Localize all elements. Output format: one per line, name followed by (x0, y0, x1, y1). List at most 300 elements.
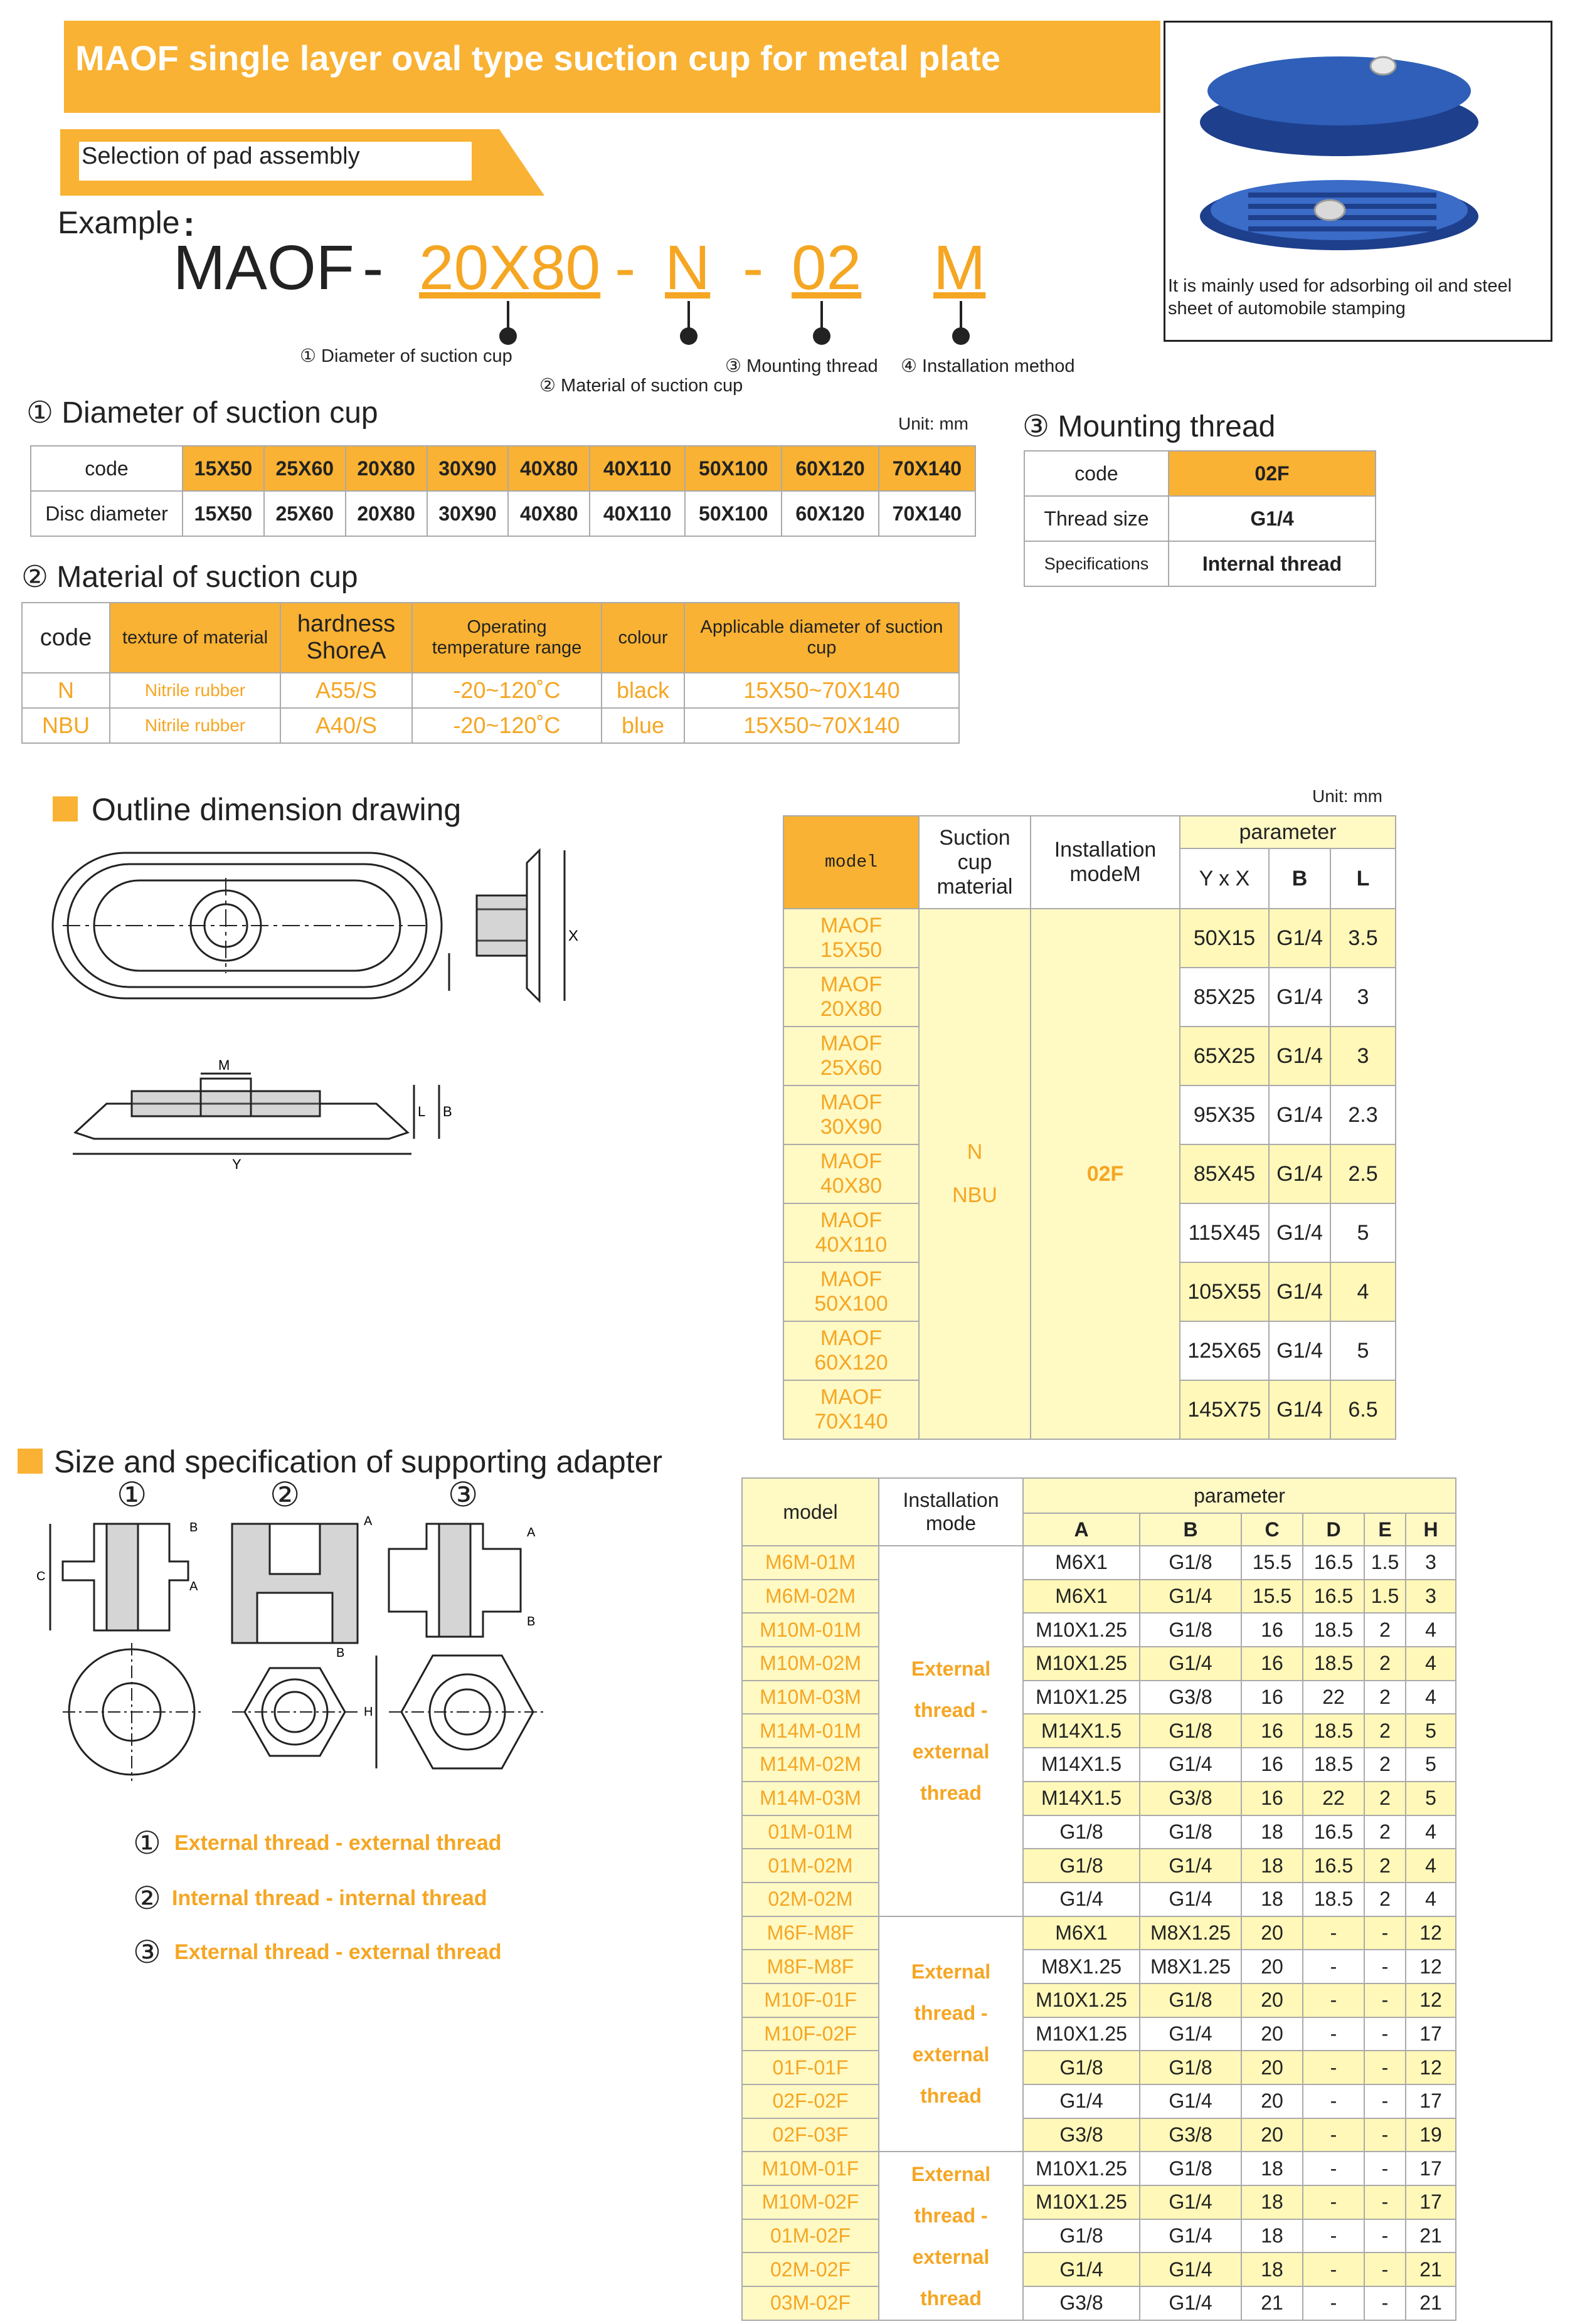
adapter-cell-a: M10X1.25 (1023, 2017, 1140, 2051)
adapter-cell-a: M10X1.25 (1023, 1983, 1140, 2017)
adapter-row (742, 1883, 1456, 1916)
adapter-row (742, 1950, 1456, 1983)
diameter-code: 70X140 (879, 446, 975, 491)
adapter-row (742, 1849, 1456, 1883)
adapter-cell-b: G1/8 (1140, 1983, 1241, 2017)
svg-text:B: B (443, 1104, 452, 1119)
adapter-model: 02M-02M (742, 1883, 879, 1916)
svg-text:C: C (36, 1570, 46, 1583)
adapter-row (742, 2185, 1456, 2219)
adapter-col-header: D (1303, 1513, 1364, 1546)
material-header: colour (602, 603, 684, 673)
svg-text:B: B (336, 1646, 345, 1660)
adapter-cell-b: G1/4 (1140, 1748, 1241, 1782)
adapter-header-install: Installation mode (879, 1478, 1023, 1546)
adapter-install-mode-line: thread - (914, 2204, 988, 2227)
adapter-cell-c: 15.5 (1241, 1580, 1303, 1614)
param-header-model: model (783, 816, 919, 909)
note-3: ③ Mounting thread (725, 356, 878, 376)
note-1: ① Diameter of suction cup (300, 346, 512, 366)
code-material: N (665, 233, 711, 303)
adapter-cell-a: G1/8 (1023, 1815, 1140, 1849)
adapter-model: M14M-02M (742, 1748, 879, 1782)
adapter-install-mode-line: External (911, 1657, 991, 1681)
svg-text:H: H (364, 1705, 373, 1719)
adapter-cell-a: G1/8 (1023, 2051, 1140, 2084)
param-yx: 65X25 (1180, 1027, 1269, 1085)
adapter-row (742, 2051, 1456, 2084)
param-l: 3 (1330, 1027, 1396, 1085)
adapter-cell-c: 16 (1241, 1782, 1303, 1815)
material-cell: Nitrile rubber (110, 673, 280, 708)
suction-cup-photo (1192, 28, 1505, 254)
adapter-col-header: E (1364, 1513, 1406, 1546)
adapter-model: M14M-01M (742, 1714, 879, 1748)
diameter-unit: Unit: mm (898, 414, 968, 433)
adapter-row (742, 2286, 1456, 2320)
adapter-cell-c: 20 (1241, 2051, 1303, 2084)
adapter-cell-h: 4 (1406, 1613, 1456, 1647)
material-header: Operating temperature range (412, 603, 602, 673)
adapter-cell-e: - (1364, 2253, 1406, 2286)
adapter-row (742, 2118, 1456, 2152)
adapter-cell-c: 16 (1241, 1647, 1303, 1681)
adapter-cell-d: - (1303, 2051, 1364, 2084)
adapter-cell-e: - (1364, 1983, 1406, 2017)
adapter-cell-e: 2 (1364, 1849, 1406, 1883)
legend-num-2: ② (133, 1881, 161, 1916)
mounting-value: G1/4 (1169, 496, 1376, 541)
adapter-install-mode-line: external (912, 2245, 990, 2268)
adapter-cell-b: G1/8 (1140, 1815, 1241, 1849)
adapter-cell-c: 15.5 (1241, 1546, 1303, 1580)
adapter-header-model: model (742, 1478, 879, 1546)
adapter-cell-c: 18 (1241, 1849, 1303, 1883)
adapter-cell-e: - (1364, 1950, 1406, 1983)
adapter-cell-c: 20 (1241, 1983, 1303, 2017)
note-4: ④ Installation method (901, 356, 1075, 376)
adapter-row (742, 1782, 1456, 1815)
material-table (21, 602, 960, 744)
adapter-cell-d: - (1303, 2286, 1364, 2320)
adapter-cell-h: 4 (1406, 1815, 1456, 1849)
material-cell: -20~120˚C (412, 708, 602, 743)
adapter-cell-b: G1/8 (1140, 1613, 1241, 1647)
adapter-cell-b: G1/8 (1140, 2051, 1241, 2084)
adapter-cell-d: 18.5 (1303, 1748, 1364, 1782)
adapter-cell-h: 12 (1406, 2051, 1456, 2084)
adapter-cell-d: 18.5 (1303, 1714, 1364, 1748)
adapter-install-mode (879, 1546, 1023, 1916)
adapter-model: M10F-01F (742, 1983, 879, 2017)
adapter-cell-d: - (1303, 1950, 1364, 1983)
adapter-model: 01M-02M (742, 1849, 879, 1883)
param-b: G1/4 (1269, 909, 1330, 968)
code-prefix: MAOF (173, 233, 354, 303)
material-cell: NBU (22, 708, 110, 743)
param-model: MAOF 40X110 (783, 1203, 919, 1262)
param-header-b: B (1269, 848, 1330, 909)
adapter-cell-c: 18 (1241, 2185, 1303, 2219)
adapter-cell-d: - (1303, 2017, 1364, 2051)
adapter-cell-b: G3/8 (1140, 2118, 1241, 2152)
param-b: G1/4 (1269, 1380, 1330, 1439)
adapter-cell-h: 3 (1406, 1580, 1456, 1614)
adapter-cell-d: 16.5 (1303, 1815, 1364, 1849)
adapter-row (742, 1546, 1456, 1580)
adapter-cell-c: 16 (1241, 1714, 1303, 1748)
adapter-cell-c: 21 (1241, 2286, 1303, 2320)
adapter-row (742, 1714, 1456, 1748)
adapter-cell-b: G1/4 (1140, 2286, 1241, 2320)
adapter-cell-c: 18 (1241, 2219, 1303, 2253)
adapter-install-mode-line: thread (920, 2084, 982, 2108)
adapter-cell-b: G1/4 (1140, 2185, 1241, 2219)
adapter-model: M8F-M8F (742, 1950, 879, 1983)
mounting-table (1024, 450, 1376, 587)
param-install: 02F (1031, 909, 1180, 1439)
adapter-cell-c: 20 (1241, 2084, 1303, 2118)
diameter-value: 15X50 (183, 491, 264, 536)
adapter-cell-b: M8X1.25 (1140, 1950, 1241, 1983)
adapter-cell-b: G1/4 (1140, 2084, 1241, 2118)
param-model: MAOF 25X60 (783, 1027, 919, 1085)
mounting-label: code (1024, 451, 1169, 496)
adapter-cell-e: - (1364, 2118, 1406, 2152)
svg-text:A: A (189, 1580, 198, 1593)
adapter-cell-b: G1/4 (1140, 1580, 1241, 1614)
adapter-cell-c: 20 (1241, 2118, 1303, 2152)
adapter-cell-h: 17 (1406, 2017, 1456, 2051)
diameter-code-label: code (31, 446, 183, 491)
outline-drawing (38, 840, 665, 1204)
param-header-install: Installation modeM (1031, 816, 1180, 909)
param-b: G1/4 (1269, 1144, 1330, 1203)
adapter-install-mode-line: thread (920, 2286, 982, 2310)
adapter-cell-e: 2 (1364, 1647, 1406, 1681)
svg-text:Y: Y (232, 1156, 241, 1172)
adapter-cell-d: - (1303, 2185, 1364, 2219)
adapter-cell-h: 4 (1406, 1849, 1456, 1883)
adapter-row (742, 1748, 1456, 1782)
adapter-cell-e: - (1364, 2185, 1406, 2219)
adapter-install-mode-line: external (912, 2043, 990, 2066)
mounting-label: Thread size (1024, 496, 1169, 541)
adapter-model: M6F-M8F (742, 1916, 879, 1950)
adapter-cell-a: G1/8 (1023, 2219, 1140, 2253)
adapter-cell-h: 4 (1406, 1681, 1456, 1714)
adapter-install-mode-line: thread - (914, 1699, 988, 1722)
legend-text-3: External thread - external thread (174, 1940, 502, 1964)
diameter-value: 25X60 (264, 491, 346, 536)
outline-title: Outline dimension drawing (92, 792, 462, 827)
adapter-cell-a: M14X1.5 (1023, 1714, 1140, 1748)
adapter-model: 01F-01F (742, 2051, 879, 2084)
adapter-row (742, 1647, 1456, 1681)
code-thread: 02 (792, 233, 862, 303)
adapter-model: 01M-01M (742, 1815, 879, 1849)
adapter-cell-e: - (1364, 1916, 1406, 1950)
adapter-cell-a: M14X1.5 (1023, 1782, 1140, 1815)
mounting-value: 02F (1169, 451, 1376, 496)
adapter-cell-c: 18 (1241, 1815, 1303, 1849)
param-b: G1/4 (1269, 1027, 1330, 1085)
adapter-model: M10F-02F (742, 2017, 879, 2051)
adapter-cell-d: - (1303, 2084, 1364, 2118)
mounting-label: Specifications (1024, 541, 1169, 586)
param-header-parameter: parameter (1180, 816, 1396, 848)
adapter-cell-c: 20 (1241, 2017, 1303, 2051)
adapter-cell-h: 4 (1406, 1883, 1456, 1916)
adapter-cell-c: 18 (1241, 2152, 1303, 2185)
adapter-cell-b: M8X1.25 (1140, 1916, 1241, 1950)
adapter-table-body (742, 1546, 1456, 2320)
param-l: 5 (1330, 1321, 1396, 1380)
adapter-drawings (25, 1511, 565, 1781)
adapter-cell-a: M10X1.25 (1023, 2152, 1140, 2185)
param-l: 3 (1330, 968, 1396, 1027)
adapter-model: 03M-02F (742, 2286, 879, 2320)
adapter-cell-a: M8X1.25 (1023, 1950, 1140, 1983)
adapter-col-header: B (1140, 1513, 1241, 1546)
adapter-model: 02F-03F (742, 2118, 879, 2152)
material-header: code (22, 603, 110, 673)
param-model: MAOF 70X140 (783, 1380, 919, 1439)
param-yx: 50X15 (1180, 909, 1269, 968)
adapter-model: M10M-01F (742, 2152, 879, 2185)
adapter-cell-a: M10X1.25 (1023, 1647, 1140, 1681)
param-yx: 85X25 (1180, 968, 1269, 1027)
adapter-cell-h: 12 (1406, 1916, 1456, 1950)
adapter-cell-e: 2 (1364, 1714, 1406, 1748)
legend-num-3: ③ (133, 1935, 161, 1970)
adapter-row (742, 1613, 1456, 1647)
adapter-row (742, 1580, 1456, 1614)
adapter-cell-e: - (1364, 2084, 1406, 2118)
adapter-cell-a: M10X1.25 (1023, 2185, 1140, 2219)
selection-tab-label: Selection of pad assembly (82, 143, 360, 169)
adapter-cell-b: G1/4 (1140, 2017, 1241, 2051)
diameter-code: 50X100 (685, 446, 782, 491)
diameter-disc-label: Disc diameter (31, 491, 183, 536)
adapter-col-header: C (1241, 1513, 1303, 1546)
adapter-cell-h: 12 (1406, 1950, 1456, 1983)
svg-text:A: A (527, 1526, 536, 1540)
adapter-cell-d: - (1303, 1916, 1364, 1950)
adapter-cell-d: 18.5 (1303, 1883, 1364, 1916)
adapter-cell-e: 2 (1364, 1883, 1406, 1916)
param-l: 4 (1330, 1262, 1396, 1321)
param-b: G1/4 (1269, 1085, 1330, 1144)
adapter-cell-a: M6X1 (1023, 1916, 1140, 1950)
drawing-number-2: ② (270, 1476, 300, 1514)
adapter-cell-a: G3/8 (1023, 2118, 1140, 2152)
banner-title: MAOF single layer oval type suction cup for metal plate (75, 38, 1001, 78)
param-model: MAOF 60X120 (783, 1321, 919, 1380)
adapter-cell-h: 5 (1406, 1714, 1456, 1748)
adapter-cell-d: 16.5 (1303, 1580, 1364, 1614)
adapter-cell-h: 17 (1406, 2152, 1456, 2185)
adapter-cell-e: 2 (1364, 1681, 1406, 1714)
adapter-header-parameter: parameter (1023, 1478, 1456, 1513)
adapter-cell-e: 2 (1364, 1748, 1406, 1782)
adapter-cell-e: 2 (1364, 1613, 1406, 1647)
adapter-cell-b: G1/4 (1140, 1647, 1241, 1681)
adapter-cell-d: 22 (1303, 1782, 1364, 1815)
adapter-table (741, 1477, 1456, 2321)
param-b: G1/4 (1269, 1321, 1330, 1380)
adapter-cell-c: 16 (1241, 1613, 1303, 1647)
adapter-cell-h: 12 (1406, 1983, 1456, 2017)
code-pointers (477, 301, 979, 351)
adapter-model: 01M-02F (742, 2219, 879, 2253)
diameter-code: 20X80 (346, 446, 427, 491)
code-size: 20X80 (419, 233, 601, 303)
adapter-cell-b: G1/8 (1140, 2152, 1241, 2185)
adapter-install-mode-line: thread (920, 1782, 982, 1805)
param-l: 3.5 (1330, 909, 1396, 968)
legend-text-1: External thread - external thread (174, 1831, 502, 1855)
adapter-cell-h: 4 (1406, 1647, 1456, 1681)
svg-text:A: A (364, 1514, 373, 1528)
adapter-cell-c: 18 (1241, 1883, 1303, 1916)
diameter-code: 25X60 (264, 446, 346, 491)
adapter-row (742, 1681, 1456, 1714)
adapter-cell-d: - (1303, 2253, 1364, 2286)
adapter-square-icon (18, 1449, 43, 1474)
material-cell: blue (602, 708, 684, 743)
param-yx: 105X55 (1180, 1262, 1269, 1321)
adapter-cell-a: M10X1.25 (1023, 1681, 1140, 1714)
adapter-cell-d: - (1303, 1983, 1364, 2017)
material-cell: N (22, 673, 110, 708)
param-yx: 145X75 (1180, 1380, 1269, 1439)
material-cell: A40/S (280, 708, 412, 743)
adapter-cell-b: G1/8 (1140, 1546, 1241, 1580)
adapter-model: M6M-01M (742, 1546, 879, 1580)
param-yx: 115X45 (1180, 1203, 1269, 1262)
adapter-cell-h: 17 (1406, 2084, 1456, 2118)
adapter-model: M10M-03M (742, 1681, 879, 1714)
adapter-row (742, 2017, 1456, 2051)
adapter-cell-a: G1/8 (1023, 1849, 1140, 1883)
adapter-model: M10M-01M (742, 1613, 879, 1647)
param-b: G1/4 (1269, 1262, 1330, 1321)
adapter-cell-h: 21 (1406, 2219, 1456, 2253)
param-l: 2.3 (1330, 1085, 1396, 1144)
adapter-cell-h: 21 (1406, 2286, 1456, 2320)
adapter-cell-h: 3 (1406, 1546, 1456, 1580)
svg-text:L: L (418, 1104, 426, 1119)
adapter-model: M14M-03M (742, 1782, 879, 1815)
svg-text:X: X (568, 927, 579, 944)
diameter-value: 20X80 (346, 491, 427, 536)
adapter-cell-d: - (1303, 2219, 1364, 2253)
adapter-cell-h: 21 (1406, 2253, 1456, 2286)
adapter-cell-h: 5 (1406, 1748, 1456, 1782)
drawing-number-3: ③ (448, 1476, 479, 1514)
param-header-yx: Y x X (1180, 848, 1269, 909)
mounting-title: ③ Mounting thread (1022, 410, 1276, 443)
diameter-value: 40X110 (590, 491, 685, 536)
param-model: MAOF 50X100 (783, 1262, 919, 1321)
adapter-cell-c: 20 (1241, 1950, 1303, 1983)
adapter-cell-e: - (1364, 2219, 1406, 2253)
material-cell: Nitrile rubber (110, 708, 280, 743)
adapter-cell-b: G1/4 (1140, 2253, 1241, 2286)
adapter-cell-d: 16.5 (1303, 1546, 1364, 1580)
adapter-cell-e: - (1364, 2152, 1406, 2185)
mounting-value: Internal thread (1169, 541, 1376, 586)
code-dash-3: - (743, 233, 764, 303)
diameter-code: 40X110 (590, 446, 685, 491)
param-l: 2.5 (1330, 1144, 1396, 1203)
adapter-cell-a: M6X1 (1023, 1546, 1140, 1580)
outline-square-icon (53, 796, 78, 821)
adapter-cell-e: - (1364, 2051, 1406, 2084)
param-l: 5 (1330, 1203, 1396, 1262)
param-material-n: N (967, 1140, 983, 1164)
diameter-code: 60X120 (782, 446, 878, 491)
adapter-cell-c: 18 (1241, 2253, 1303, 2286)
adapter-cell-c: 16 (1241, 1748, 1303, 1782)
diameter-code: 15X50 (183, 446, 264, 491)
param-material (919, 909, 1031, 1439)
adapter-col-header: H (1406, 1513, 1456, 1546)
adapter-cell-d: - (1303, 2118, 1364, 2152)
diameter-value: 30X90 (427, 491, 509, 536)
param-header-l: L (1330, 848, 1396, 909)
adapter-cell-d: 18.5 (1303, 1647, 1364, 1681)
code-install: M (933, 233, 986, 303)
adapter-row (742, 2253, 1456, 2286)
adapter-cell-a: M6X1 (1023, 1580, 1140, 1614)
svg-text:B: B (527, 1615, 536, 1629)
adapter-model: M10M-02M (742, 1647, 879, 1681)
diameter-value: 50X100 (685, 491, 782, 536)
example-label: Example (58, 205, 180, 240)
adapter-install-mode-line: External (911, 1960, 991, 1983)
adapter-cell-c: 20 (1241, 1916, 1303, 1950)
adapter-cell-e: 1.5 (1364, 1580, 1406, 1614)
material-cell: 15X50~70X140 (684, 673, 959, 708)
adapter-title: Size and specification of supporting adapter (54, 1444, 663, 1479)
param-yx: 85X45 (1180, 1144, 1269, 1203)
diameter-value: 40X80 (508, 491, 590, 536)
adapter-install-mode (879, 2152, 1023, 2320)
adapter-cell-a: M14X1.5 (1023, 1748, 1140, 1782)
adapter-cell-d: 22 (1303, 1681, 1364, 1714)
adapter-cell-e: - (1364, 2017, 1406, 2051)
adapter-model: M6M-02M (742, 1580, 879, 1614)
param-header-material: Suction cup material (919, 816, 1031, 909)
example-colon: : (183, 204, 195, 243)
adapter-row (742, 1815, 1456, 1849)
param-model: MAOF 20X80 (783, 968, 919, 1027)
adapter-cell-b: G1/4 (1140, 1883, 1241, 1916)
diameter-title: ① Diameter of suction cup (26, 396, 378, 430)
adapter-install-mode-line: external (912, 1740, 990, 1763)
adapter-cell-a: M10X1.25 (1023, 1613, 1140, 1647)
adapter-install-mode (879, 1916, 1023, 2152)
adapter-cell-a: G3/8 (1023, 2286, 1140, 2320)
adapter-cell-e: 2 (1364, 1815, 1406, 1849)
adapter-cell-h: 19 (1406, 2118, 1456, 2152)
param-l: 6.5 (1330, 1380, 1396, 1439)
adapter-row (742, 1916, 1456, 1950)
adapter-cell-a: G1/4 (1023, 2253, 1140, 2286)
adapter-install-mode-line: thread - (914, 2002, 988, 2025)
